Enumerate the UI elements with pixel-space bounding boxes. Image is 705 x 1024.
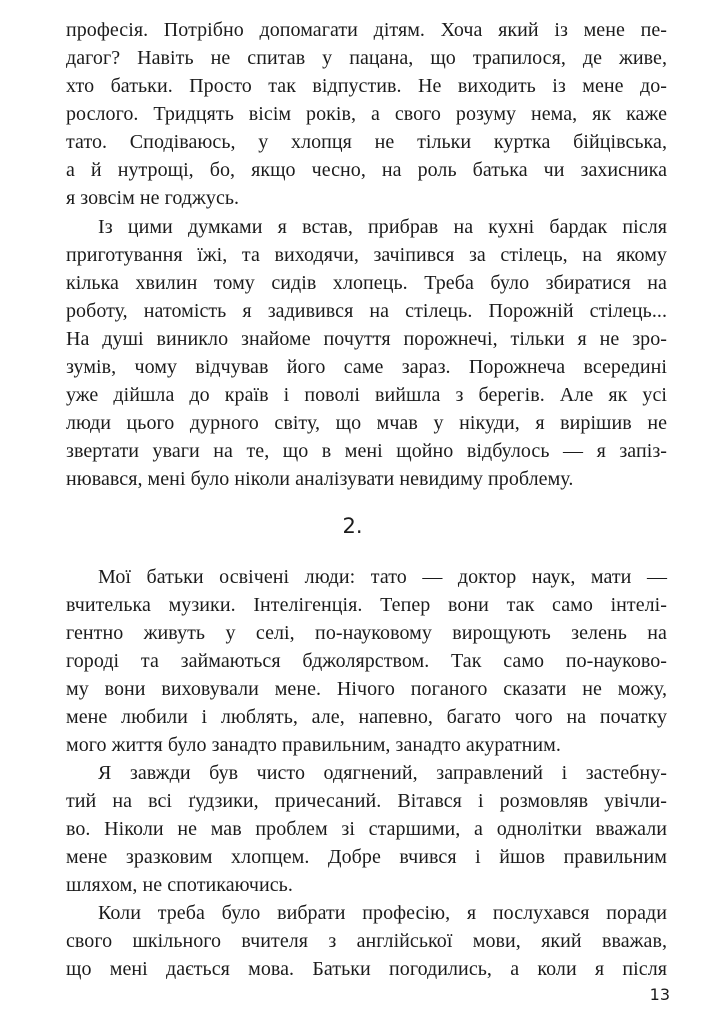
text-line: а й нутрощі, бо, якщо чесно, на роль батька чи захисника [66, 159, 667, 181]
text-line: городі та займаються бджолярством. Так само по-науково- [66, 650, 667, 672]
text-line: мого життя було занадто правильним, занадто акуратним. [66, 734, 561, 756]
text-line: му вони виховували мене. Нічого поганого сказати не можу, [66, 678, 667, 700]
text-line: Із цими думками я встав, прибрав на кухні бардак після [98, 216, 667, 238]
text-line: свого шкільного вчителя з англійської мови, який вважав, [66, 930, 667, 952]
text-line: во. Ніколи не мав проблем зі старшими, а однолітки вважали [66, 818, 667, 840]
text-line: тато. Сподіваюсь, у хлопця не тільки куртка бійцівська, [66, 131, 667, 153]
text-line: хто батьки. Просто так відпустив. Не виходить із мене до- [66, 75, 667, 97]
text-line: кілька хвилин тому сидів хлопець. Треба було збиратися на [66, 272, 667, 294]
text-line: звертати уваги на те, що в мені щойно відбулось — я запіз- [66, 440, 667, 462]
text-line: мене любили і люблять, але, напевно, багато чого на початку [66, 706, 667, 728]
text-line: Мої батьки освічені люди: тато — доктор наук, мати — [98, 566, 667, 588]
text-line: люди цього дурного світу, що мчав у нікуди, я вирішив не [66, 412, 667, 434]
text-line: що мені дається мова. Батьки погодились, а коли я після [66, 958, 667, 980]
text-line: тий на всі ґудзики, причесаний. Вітався і розмовляв увічли- [66, 790, 667, 812]
page-number: 13 [649, 985, 670, 1004]
text-line: приготування їжі, та виходячи, зачіпився за стілець, на якому [66, 244, 667, 266]
text-line: Я завжди був чисто одягнений, заправлений і застебну- [98, 762, 667, 784]
text-line: зумів, чому відчував його саме зараз. Порожнеча всередині [66, 356, 667, 378]
text-line: нювався, мені було ніколи аналізувати невидиму проблему. [66, 468, 574, 490]
text-line: я зовсім не годжусь. [66, 187, 240, 209]
text-line: шляхом, не спотикаючись. [66, 874, 293, 896]
text-line: дагог? Навіть не спитав у пацана, що трапилося, де живе, [66, 47, 667, 69]
section-heading: 2. [342, 514, 363, 538]
text-line: рослого. Тридцять вісім років, а свого розуму нема, як каже [66, 103, 667, 125]
text-line: уже дійшла до країв і поволі вийшла з берегів. Але як усі [66, 384, 667, 406]
text-line: мене зразковим хлопцем. Добре вчився і йшов правильним [66, 846, 667, 868]
text-line: гентно живуть у селі, по-науковому вирощують зелень на [66, 622, 667, 644]
text-line: професія. Потрібно допомагати дітям. Хоча який із мене пе- [66, 19, 667, 41]
text-line: На душі виникло знайоме почуття порожнечі, тільки я не зро- [66, 328, 667, 350]
text-line: роботу, натомість я задивився на стілець. Порожній стілець... [66, 300, 667, 322]
text-line: вчителька музики. Інтелігенція. Тепер вони так само інтелі- [66, 594, 667, 616]
text-line: Коли треба було вибрати професію, я послухався поради [98, 902, 667, 924]
